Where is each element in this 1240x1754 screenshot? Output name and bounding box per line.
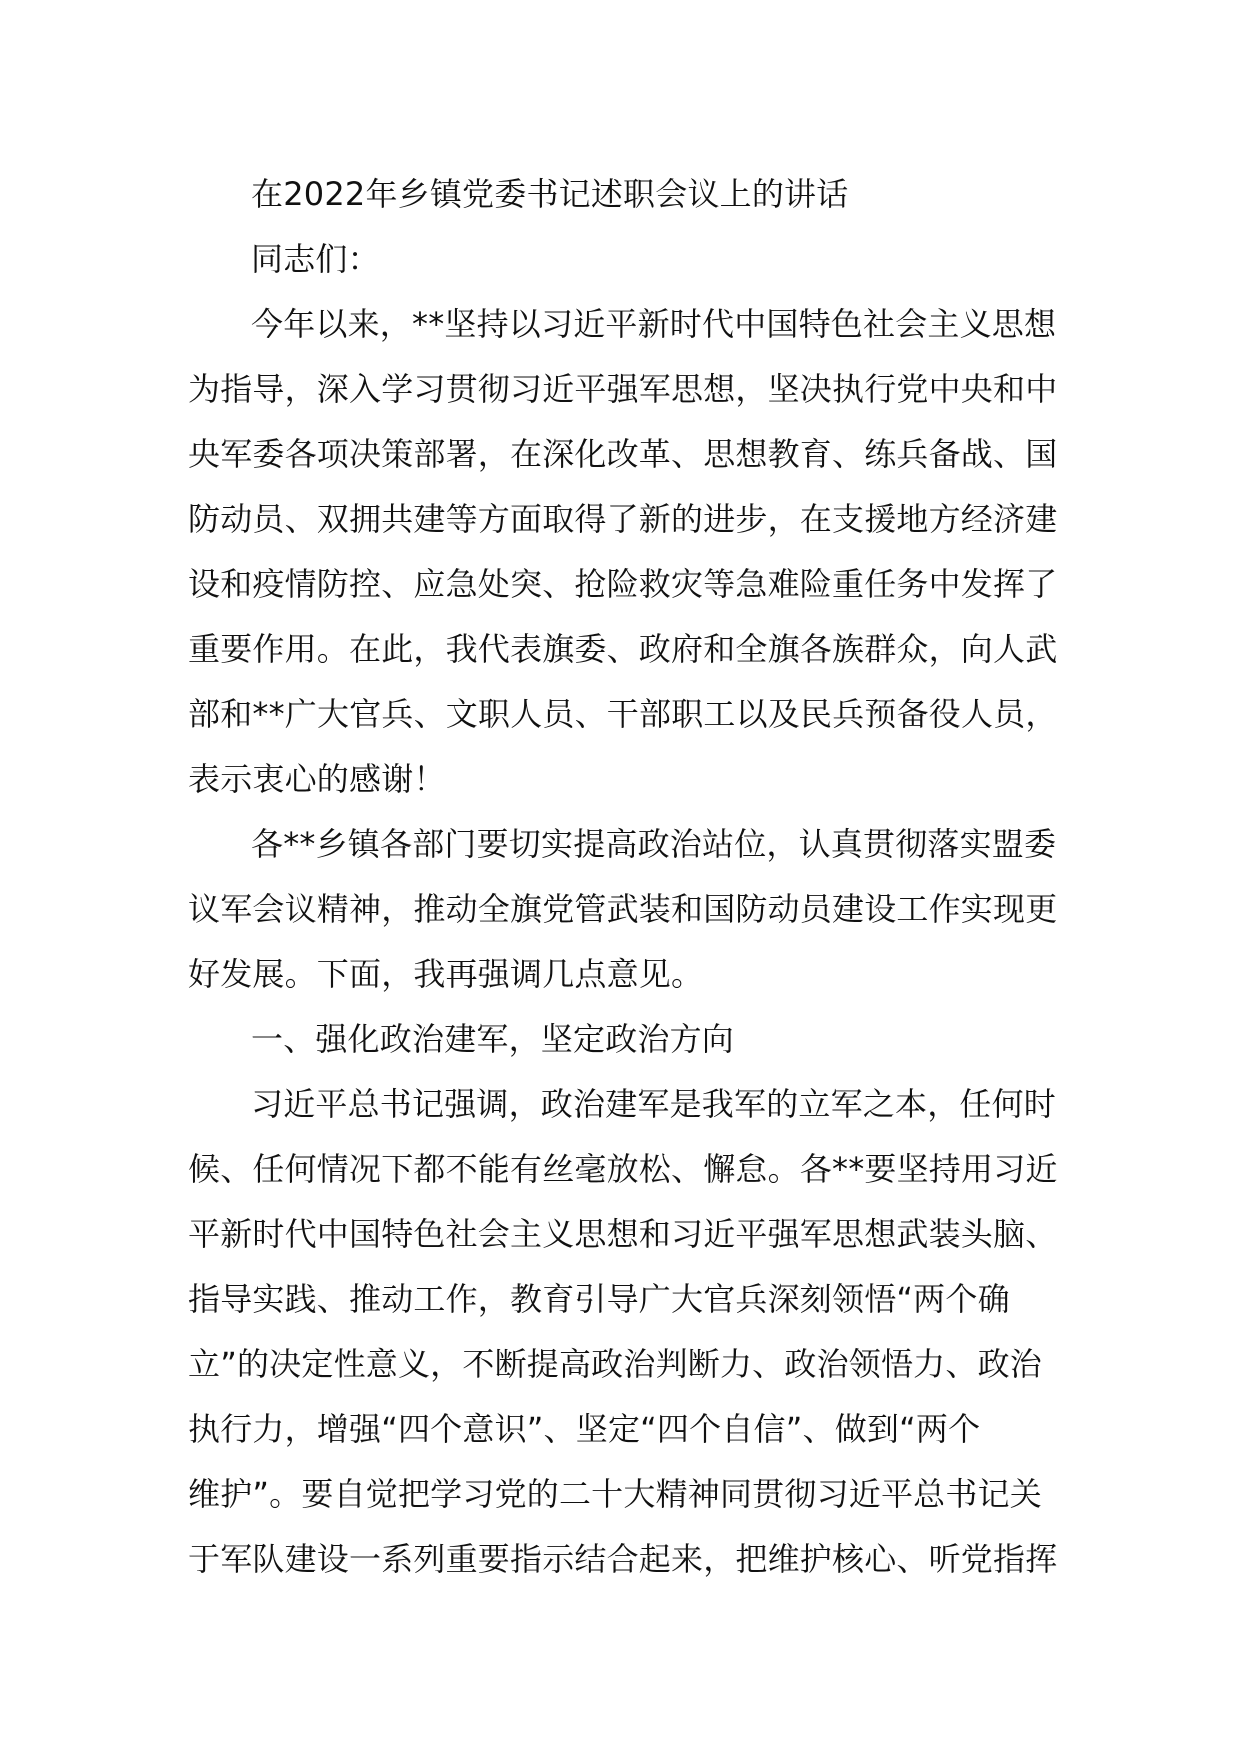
paragraph-line: 各**乡镇各部门要切实提高政治站位，认真贯彻落实盟委 xyxy=(251,825,1057,863)
paragraph-line: 今年以来，**坚持以习近平新时代中国特色社会主义思想 xyxy=(251,305,1057,343)
paragraph-line: 重要作用。在此，我代表旗委、政府和全旗各族群众，向人武 xyxy=(188,630,1058,668)
paragraph-line: 执行力，增强“四个意识”、坚定“四个自信”、做到“两个 xyxy=(188,1410,981,1448)
paragraph-line: 习近平总书记强调，政治建军是我军的立军之本，任何时 xyxy=(251,1085,1057,1123)
paragraph-line: 央军委各项决策部署，在深化改革、思想教育、练兵备战、国 xyxy=(188,435,1058,473)
paragraph-line: 设和疫情防控、应急处突、抢险救灾等急难险重任务中发挥了 xyxy=(188,565,1058,603)
paragraph-line: 平新时代中国特色社会主义思想和习近平强军思想武装头脑、 xyxy=(188,1215,1058,1253)
paragraph-line: 维护”。要自觉把学习党的二十大精神同贯彻习近平总书记关 xyxy=(188,1475,1042,1513)
paragraph-line: 指导实践、推动工作，教育引导广大官兵深刻领悟“两个确 xyxy=(188,1280,1010,1318)
paragraph-line: 表示衷心的感谢！ xyxy=(188,760,446,798)
paragraph-line: 防动员、双拥共建等方面取得了新的进步，在支援地方经济建 xyxy=(188,500,1058,538)
paragraph-line: 立”的决定性意义，不断提高政治判断力、政治领悟力、政治 xyxy=(188,1345,1042,1383)
section-heading: 一、强化政治建军，坚定政治方向 xyxy=(251,1020,735,1058)
paragraph-line: 于军队建设一系列重要指示结合起来，把维护核心、听党指挥 xyxy=(188,1540,1058,1578)
salutation: 同志们： xyxy=(251,240,380,278)
paragraph-line: 候、任何情况下都不能有丝毫放松、懈怠。各**要坚持用习近 xyxy=(188,1150,1058,1188)
paragraph-line: 部和**广大官兵、文职人员、干部职工以及民兵预备役人员， xyxy=(188,695,1058,733)
paragraph-line: 好发展。下面，我再强调几点意见。 xyxy=(188,955,704,993)
document-body xyxy=(188,162,1058,1592)
paragraph-line: 议军会议精神，推动全旗党管武装和国防动员建设工作实现更 xyxy=(188,890,1058,928)
paragraph-line: 为指导，深入学习贯彻习近平强军思想，坚决执行党中央和中 xyxy=(188,370,1058,408)
document-title: 在2022年乡镇党委书记述职会议上的讲话 xyxy=(251,175,849,213)
